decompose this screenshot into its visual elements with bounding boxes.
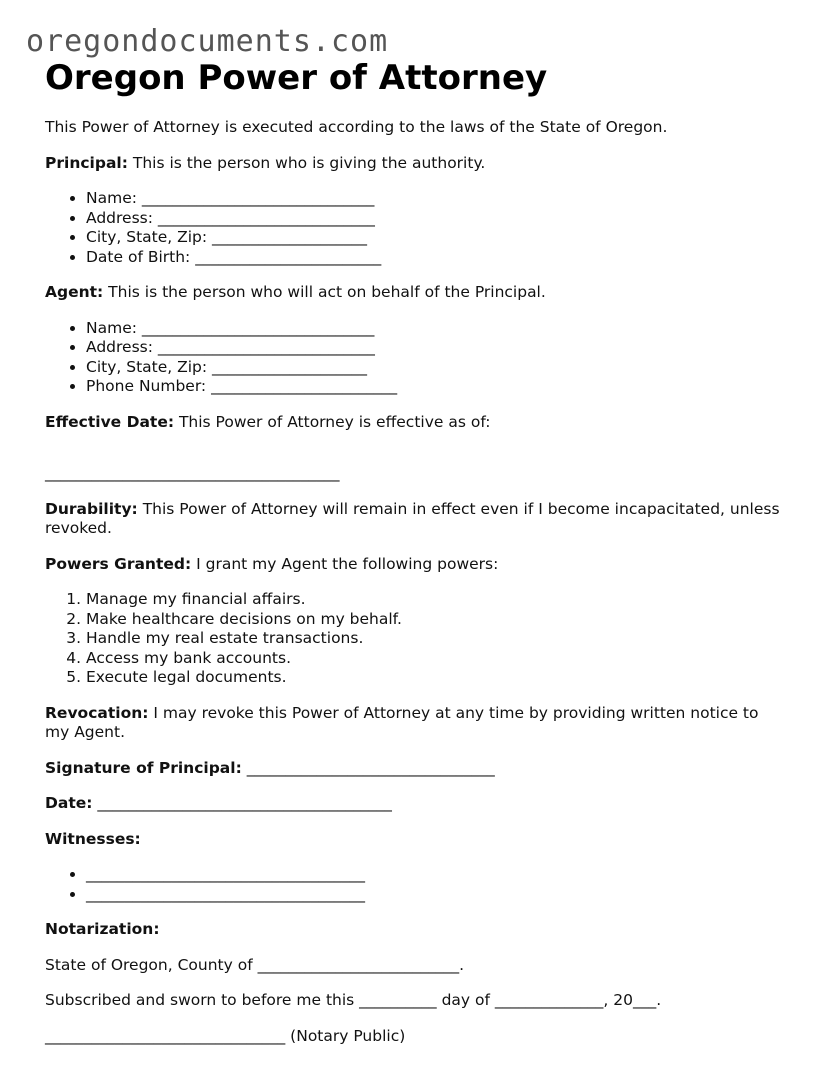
effective-date-label: Effective Date: <box>45 412 175 431</box>
notarization-county[interactable]: State of Oregon, County of __________________________. <box>45 955 465 974</box>
witness-lines <box>45 865 785 904</box>
principal-section <box>45 154 785 174</box>
agent-address-field[interactable]: • Address: ____________________________ <box>86 338 785 358</box>
powers-section <box>45 555 785 575</box>
power-item: 1. Manage my financial affairs. <box>86 590 785 610</box>
signature-label: Signature of Principal: <box>45 758 242 777</box>
agent-fields <box>45 319 785 397</box>
revocation-label: Revocation: <box>45 703 149 722</box>
revocation-text: I may revoke this Power of Attorney at any time by providing written notice to my Agent. <box>45 703 759 741</box>
witnesses-label: Witnesses: <box>45 829 141 848</box>
principal-city-field[interactable]: • City, State, Zip: ____________________ <box>86 228 785 248</box>
agent-name-field[interactable]: • Name: ______________________________ <box>86 319 785 339</box>
agent-text: This is the person who will act on behalf of the Principal. <box>103 283 546 301</box>
power-item: 3. Handle my real estate transactions. <box>86 629 785 649</box>
signature-section <box>45 759 785 779</box>
document-title: Oregon Power of Attorney <box>45 58 548 98</box>
power-item: 4. Access my bank accounts. <box>86 649 785 669</box>
powers-text: I grant my Agent the following powers: <box>191 554 499 573</box>
powers-label: Powers Granted: <box>45 554 192 573</box>
notarization-sworn[interactable]: Subscribed and sworn to before me this __________ day of ______________, 20___. <box>45 991 662 1009</box>
agent-label: Agent: <box>45 283 104 301</box>
notarization-label: Notarization: <box>45 920 160 938</box>
agent-phone-field[interactable]: • Phone Number: ________________________ <box>86 377 785 397</box>
effective-date-blank[interactable]: ______________________________________ <box>45 464 340 482</box>
witnesses-section <box>45 830 785 850</box>
site-watermark: oregondocuments.com <box>26 24 389 59</box>
durability-section <box>45 500 785 539</box>
powers-list <box>45 590 785 688</box>
principal-fields <box>45 189 785 267</box>
notarization-section <box>45 920 785 940</box>
principal-name-field[interactable]: • Name: ______________________________ <box>86 189 785 209</box>
effective-date-text: This Power of Attorney is effective as of: <box>174 412 491 431</box>
durability-text: This Power of Attorney will remain in effect even if I become incapacitated, unless revoked. <box>45 499 780 537</box>
principal-label: Principal: <box>45 153 128 172</box>
date-label: Date: <box>45 794 93 812</box>
notary-public-line[interactable]: _______________________________ (Notary Public) <box>45 1026 406 1045</box>
effective-date-section <box>45 413 785 433</box>
document-body <box>45 118 785 1062</box>
revocation-section <box>45 704 785 743</box>
principal-address-field[interactable]: • Address: ____________________________ <box>86 209 785 229</box>
witness-line-1[interactable]: • ____________________________________ <box>86 865 785 885</box>
durability-label: Durability: <box>45 499 138 518</box>
agent-section <box>45 283 785 303</box>
date-section <box>45 794 785 814</box>
signature-blank[interactable]: ________________________________ <box>241 758 495 777</box>
power-item: 5. Execute legal documents. <box>86 668 785 688</box>
principal-text: This is the person who is giving the authority. <box>127 153 486 172</box>
intro-paragraph: This Power of Attorney is executed according to the laws of the State of Oregon. <box>45 118 668 136</box>
principal-dob-field[interactable]: • Date of Birth: ________________________ <box>86 248 785 268</box>
power-item: 2. Make healthcare decisions on my behalf. <box>86 610 785 630</box>
agent-city-field[interactable]: • City, State, Zip: ____________________ <box>86 358 785 378</box>
witness-line-2[interactable]: • ____________________________________ <box>86 885 785 905</box>
date-blank[interactable]: ______________________________________ <box>92 794 392 812</box>
